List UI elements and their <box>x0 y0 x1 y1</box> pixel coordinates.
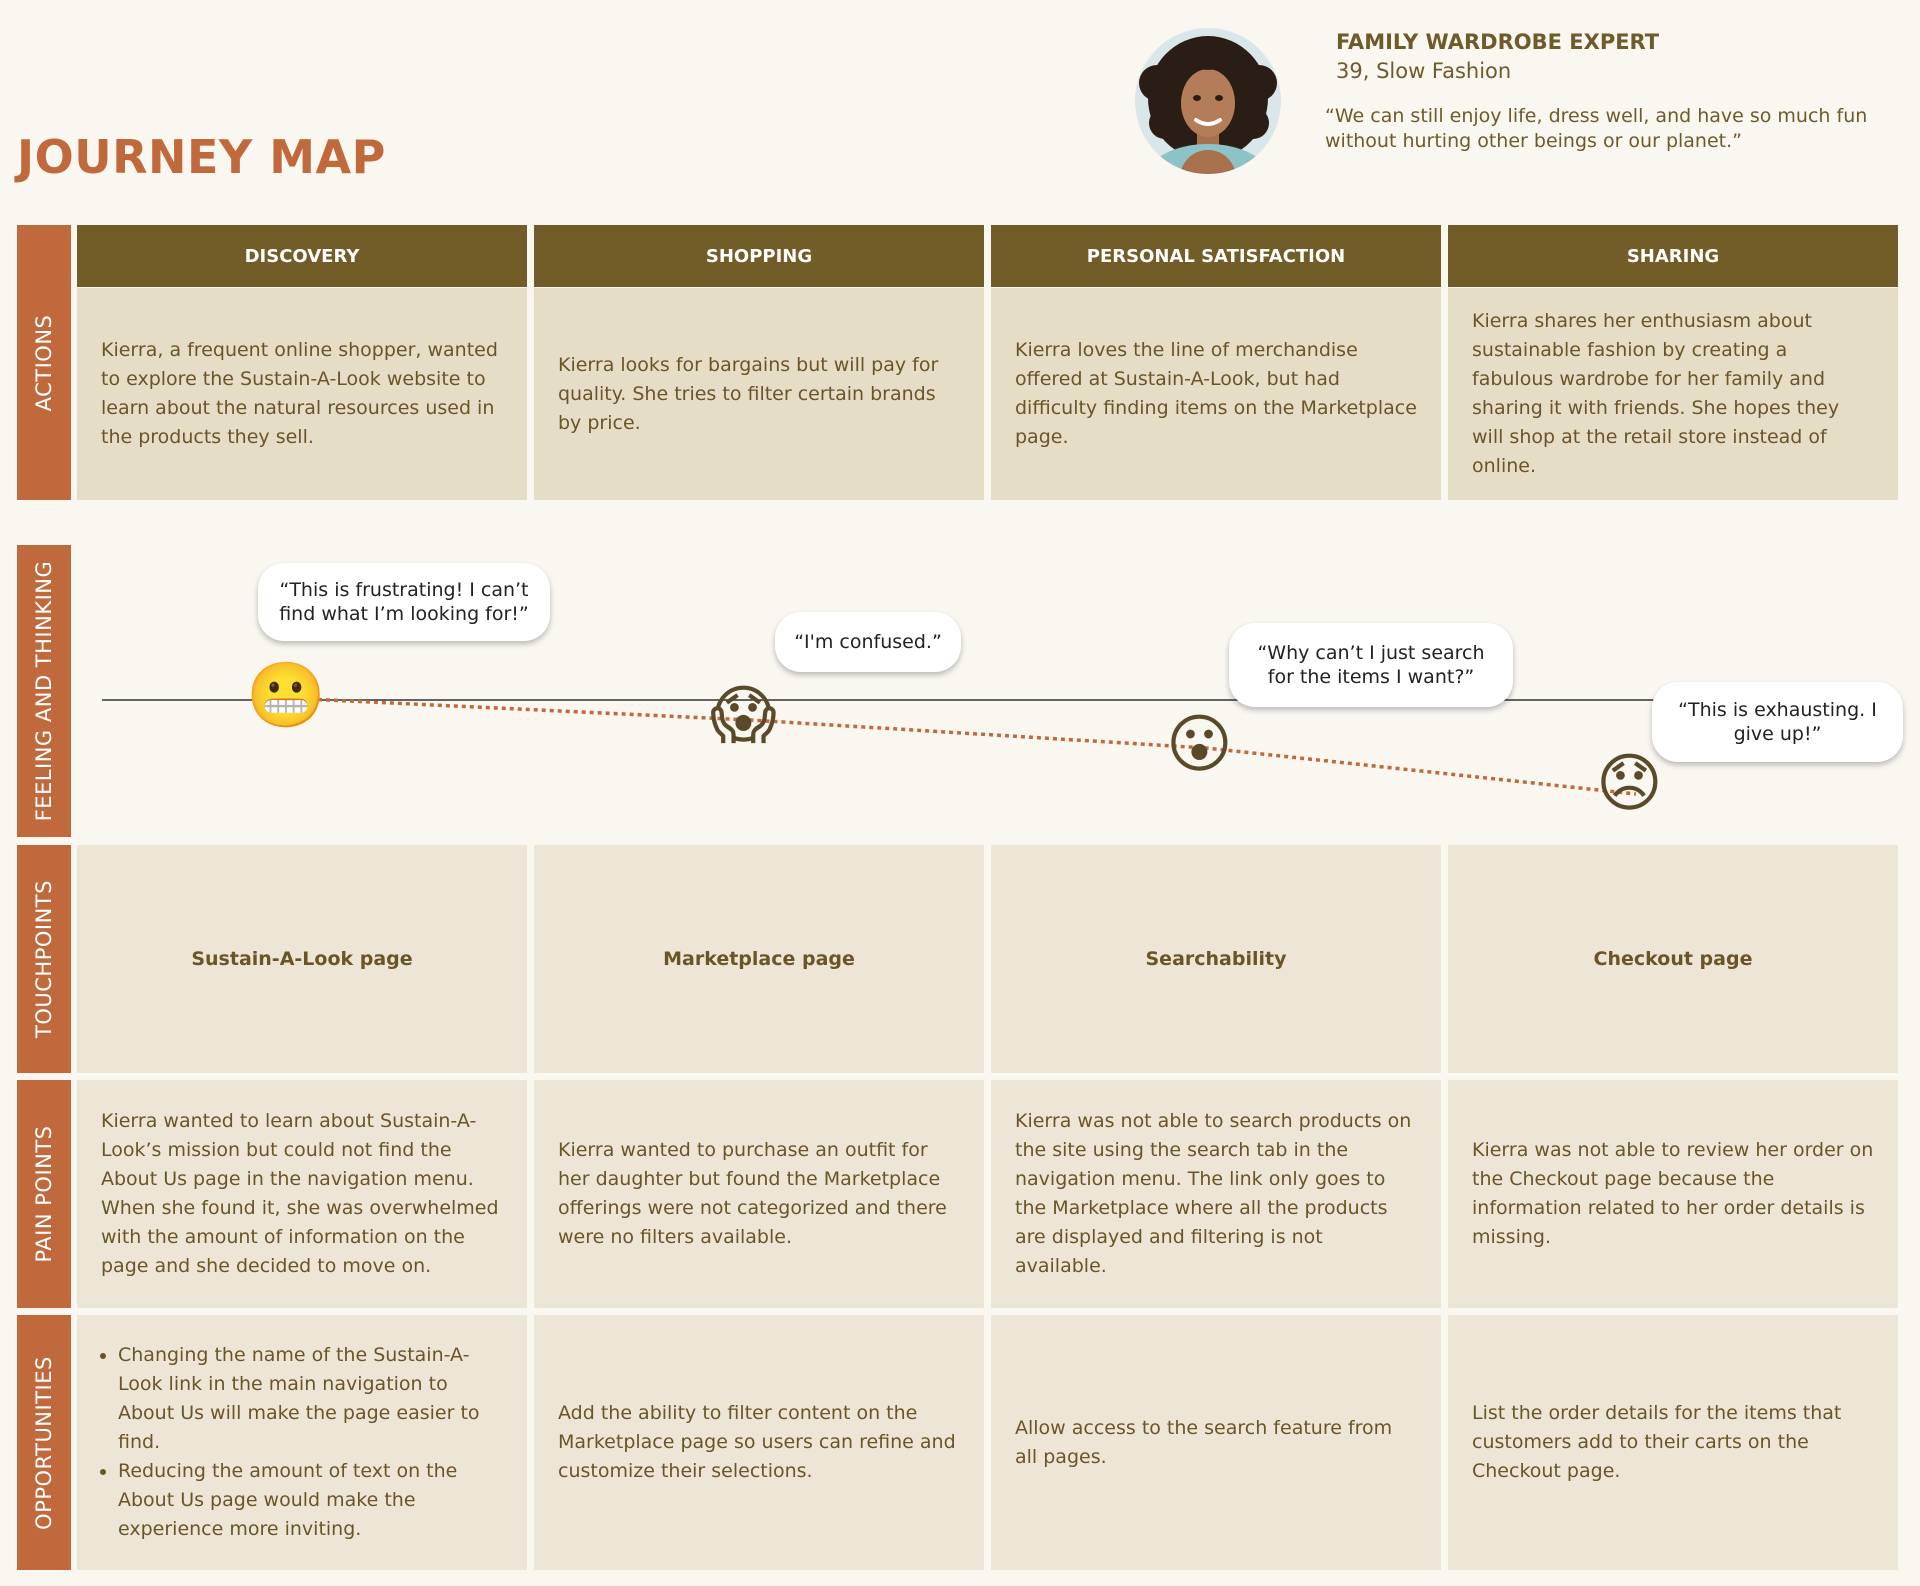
pain-point-discovery: Kierra wanted to learn about Sustain-A-Look’s mission but could not find the About Us page in the navigation menu. When she found it, she was overwhelmed with the amount of information on the page and she decided to move on. <box>77 1080 527 1308</box>
pain-point-shopping: Kierra wanted to purchase an outfit for her daughter but found the Marketplace offerings were not categorized and there were no filters available. <box>534 1080 984 1308</box>
pain-point-personal-satisfaction: Kierra was not able to search products on the site using the search tab in the navigation menu. The link only goes to the Marketplace where all the products are displayed and filtering is not available. <box>991 1080 1441 1308</box>
action-sharing: Kierra shares her enthusiasm about sustainable fashion by creating a fabulous wardrobe for her family and sharing it with friends. She hopes they will shop at the retail store instead of online. <box>1448 288 1898 500</box>
pain-point-sharing: Kierra was not able to review her order on the Checkout page because the information related to her order details is missing. <box>1448 1080 1898 1308</box>
screaming-face-icon: 😱 <box>710 679 777 753</box>
opportunity-list <box>101 1341 503 1544</box>
phase-header-discovery: DISCOVERY <box>77 225 527 287</box>
phase-header-sharing: SHARING <box>1448 225 1898 287</box>
opportunity-item: • Changing the name of the Sustain-A-Look link in the main navigation to About Us will make the page easier to find. <box>118 1341 503 1457</box>
persona-subtitle: 39, Slow Fashion <box>1336 59 1512 83</box>
grimacing-face-icon: 😬 <box>246 659 326 733</box>
row-label-actions: ACTIONS <box>17 225 71 500</box>
page-title: JOURNEY MAP <box>17 130 386 184</box>
row-label-feeling: FEELING AND THINKING <box>17 545 71 837</box>
opportunity-shopping: Add the ability to filter content on the Marketplace page so users can refine and customize their selections. <box>534 1315 984 1570</box>
persona-role: FAMILY WARDROBE EXPERT <box>1336 30 1660 54</box>
phase-header-shopping: SHOPPING <box>534 225 984 287</box>
quote-bubble-sharing: “This is exhausting. I give up!” <box>1652 682 1903 762</box>
action-personal-satisfaction: Kierra loves the line of merchandise offered at Sustain-A-Look, but had difficulty finding items on the Marketplace page. <box>991 288 1441 500</box>
touchpoint-shopping: Marketplace page <box>534 845 984 1073</box>
touchpoint-discovery: Sustain-A-Look page <box>77 845 527 1073</box>
action-discovery: Kierra, a frequent online shopper, wanted to explore the Sustain-A-Look website to learn about the natural resources used in the products they sell. <box>77 288 527 500</box>
opportunity-personal-satisfaction: Allow access to the search feature from all pages. <box>991 1315 1441 1570</box>
opportunity-item: • Reducing the amount of text on the About Us page would make the experience more inviting. <box>118 1457 503 1544</box>
emotion-dotted-line <box>286 698 1636 794</box>
surprised-face-icon: 😮 <box>1166 708 1233 782</box>
row-label-opportunities: OPPORTUNITIES <box>17 1315 71 1570</box>
row-label-touchpoints: TOUCHPOINTS <box>17 845 71 1073</box>
quote-bubble-discovery: “This is frustrating! I can’t find what I’m looking for!” <box>258 563 550 641</box>
persona-quote: “We can still enjoy life, dress well, and have so much fun without hurting other beings or our planet.” <box>1325 105 1868 152</box>
disappointed-face-icon: 😞 <box>1596 747 1663 821</box>
row-label-pain-points: PAIN POINTS <box>17 1080 71 1308</box>
opportunity-discovery <box>77 1315 527 1570</box>
phase-header-personal-satisfaction: PERSONAL SATISFACTION <box>991 225 1441 287</box>
action-shopping: Kierra looks for bargains but will pay for quality. She tries to filter certain brands by price. <box>534 288 984 500</box>
quote-bubble-personal-satisfaction: “Why can’t I just search for the items I want?” <box>1229 623 1513 707</box>
touchpoint-personal-satisfaction: Searchability <box>991 845 1441 1073</box>
touchpoint-sharing: Checkout page <box>1448 845 1898 1073</box>
opportunity-sharing: List the order details for the items that customers add to their carts on the Checkout page. <box>1448 1315 1898 1570</box>
quote-bubble-shopping: “I'm confused.” <box>775 612 961 672</box>
